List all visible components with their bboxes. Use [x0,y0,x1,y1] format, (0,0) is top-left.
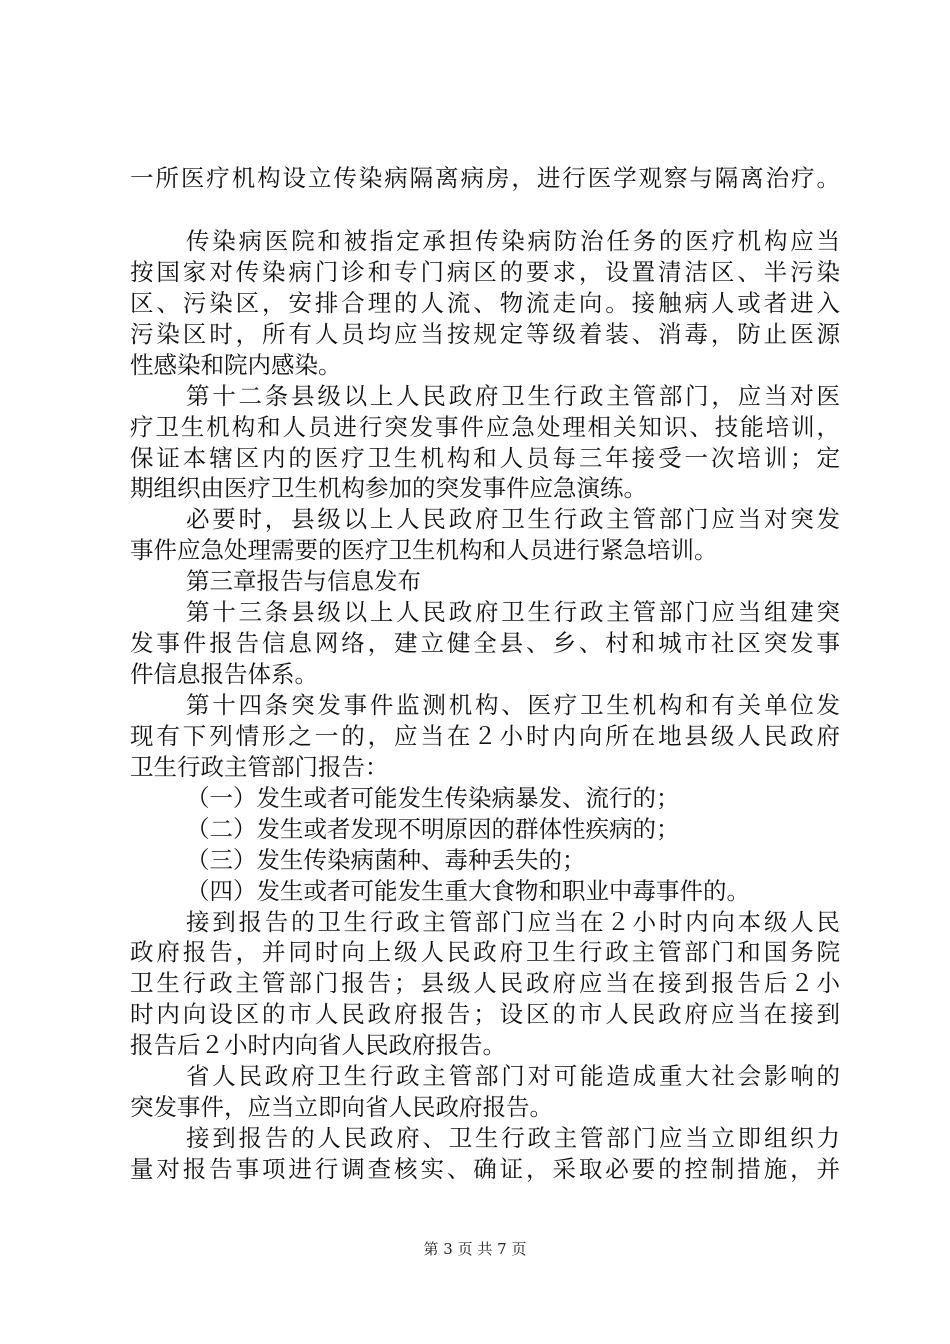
list-item: （三）发生传染病菌种、毒种丢失的； [186,846,586,874]
body-line: 区、污染区，安排合理的人流、物流走向。接触病人或者进入 [130,289,840,317]
list-item: （二）发生或者发现不明原因的群体性疾病的； [186,815,680,843]
body-line: 第十三条县级以上人民政府卫生行政主管部门应当组建突 [186,598,840,626]
body-line: 卫生行政主管部门报告： [130,753,389,781]
body-line: 政府报告，并同时向上级人民政府卫生行政主管部门和国务院 [130,938,840,966]
body-line: 接到报告的人民政府、卫生行政主管部门应当立即组织力 [186,1124,840,1152]
body-line: 保证本辖区内的医疗卫生机构和人员每三年接受一次培训；定 [130,444,840,472]
list-item: （一）发生或者可能发生传染病暴发、流行的； [186,784,680,812]
body-line: 省人民政府卫生行政主管部门对可能造成重大社会影响的 [186,1062,840,1090]
body-line: 传染病医院和被指定承担传染病防治任务的医疗机构应当 [186,227,840,255]
body-line: 量对报告事项进行调查核实、确证，采取必要的控制措施，并 [130,1155,840,1183]
page-number-footer: 第 3 页 共 7 页 [423,1240,527,1258]
body-line: 污染区时，所有人员均应当按规定等级着装、消毒，防止医源 [130,320,840,348]
body-line: 突发事件，应当立即向省人民政府报告。 [130,1093,553,1121]
body-line: 事件应急处理需要的医疗卫生机构和人员进行紧急培训。 [130,536,718,564]
body-line: 卫生行政主管部门报告；县级人民政府应当在接到报告后２小 [130,969,840,997]
body-line: 第十二条县级以上人民政府卫生行政主管部门，应当对医 [186,382,840,410]
body-line: 时内向设区的市人民政府报告；设区的市人民政府应当在接到 [130,1000,840,1028]
chapter-heading: 第三章报告与信息发布 [186,567,421,595]
body-line: 件信息报告体系。 [130,660,318,688]
list-item: （四）发生或者可能发生重大食物和职业中毒事件的。 [186,877,750,905]
body-line: 报告后２小时内向省人民政府报告。 [130,1031,506,1059]
body-line: 按国家对传染病门诊和专门病区的要求，设置清洁区、半污染 [130,258,840,286]
body-line: 发事件报告信息网络，建立健全县、乡、村和城市社区突发事 [130,629,840,657]
body-line: 必要时，县级以上人民政府卫生行政主管部门应当对突发 [186,505,840,533]
body-line: 第十四条突发事件监测机构、医疗卫生机构和有关单位发 [186,691,840,719]
body-line: 疗卫生机构和人员进行突发事件应急处理相关知识、技能培训， [130,413,840,441]
body-line: 现有下列情形之一的，应当在２小时内向所在地县级人民政府 [130,722,840,750]
body-line: 接到报告的卫生行政主管部门应当在２小时内向本级人民 [186,908,840,936]
body-line: 一所医疗机构设立传染病隔离病房，进行医学观察与隔离治疗。 [130,164,840,192]
body-line: 性感染和院内感染。 [130,351,342,379]
body-line: 期组织由医疗卫生机构参加的突发事件应急演练。 [130,474,647,502]
